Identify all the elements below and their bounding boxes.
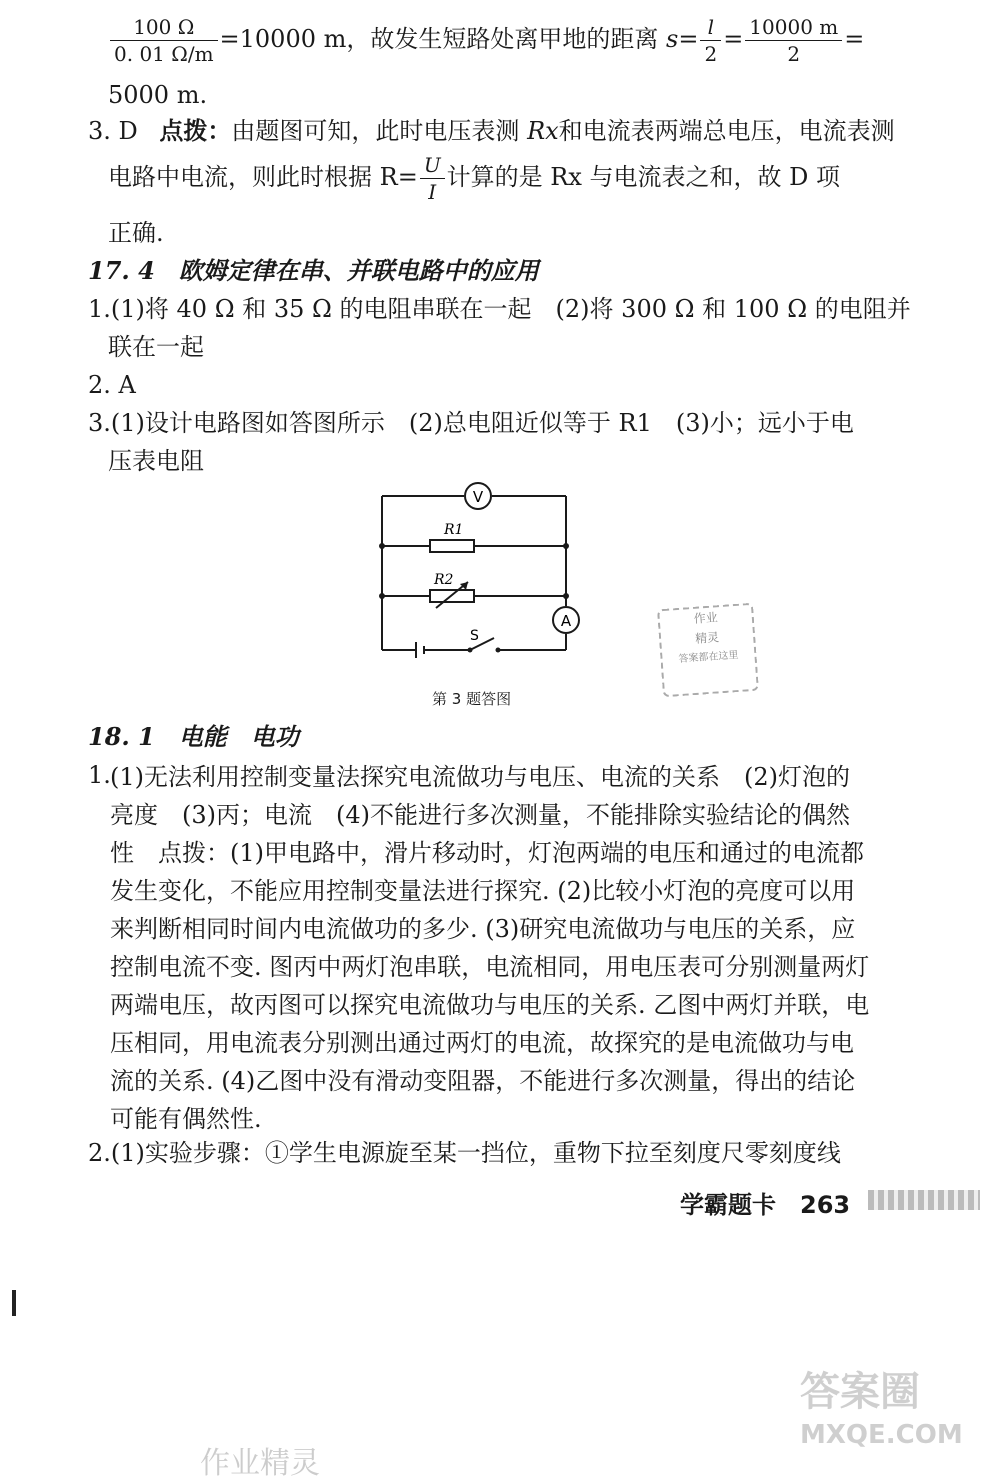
answer-line: 流的关系. (4)乙图中没有滑动变阻器，不能进行多次测量，得出的结论 [110,1067,856,1095]
q3-text: 计算的是 Rx 与电流表之和，故 D 项 [446,163,841,191]
answer-text: (1)实验步骤：①学生电源旋至某一挡位，重物下拉至刻度尺零刻度线 [110,1139,841,1167]
q3-text: 电路中电流，则此时根据 R= [108,163,418,191]
s181-q2-line1 [88,1136,841,1170]
r1-label: R1 [444,522,464,538]
s174-q3-line2: 压表电阻 [108,447,204,475]
bleed-through-text: 作业精灵 [200,1446,320,1481]
answer-line: 两端电压，故丙图可以探究电流做功与电压的关系. 乙图中两灯并联，电 [110,991,870,1019]
answer-line: 发生变化，不能应用控制变量法进行探究. (2)比较小灯泡的亮度可以用 [110,877,856,905]
equals-sign: = [844,25,865,53]
intro-result: 5000 m. [108,81,208,109]
fraction-denominator: 0. 01 Ω/m [114,42,214,66]
fraction-length-over-2 [745,14,842,67]
equals-sign: = [723,25,744,53]
watermark-logo: 答案圈 [800,1369,920,1415]
hint-label: 点拨： [159,116,232,145]
voltmeter-label: V [472,488,484,506]
question-number: 2. [88,1139,111,1167]
fraction-denominator: 2 [787,42,801,66]
watermark-url: MXQE.COM [800,1420,963,1450]
fraction-denominator: I [428,180,437,204]
s174-q2: 2. A [88,371,136,399]
question-number: 1. [88,761,111,789]
answer-line: (1)无法利用控制变量法探究电流做功与电压、电流的关系 (2)灯泡的 [110,763,850,791]
fraction-numerator: U [420,152,445,179]
fraction-numerator: l [700,14,721,41]
stamp-text: 答案都在这里 [678,649,739,666]
answer-line: 可能有偶然性. [110,1105,262,1133]
answer-text: (1)将 40 Ω 和 35 Ω 的电阻串联在一起 (2)将 300 Ω 和 100 Ω 的电阻并 [110,295,911,323]
answer-line: 来判断相同时间内电流做功的多少. (3)研究电流做功与电压的关系，应 [110,915,856,943]
voltmeter-symbol [465,483,491,509]
q3-line2 [108,152,840,205]
question-number: 1. [88,295,111,323]
answer-line: 控制电流不变. 图丙中两灯泡串联，电流相同，用电压表可分别测量两灯 [110,953,870,981]
s174-q1-line2: 联在一起 [108,333,204,361]
fraction-l-over-2 [700,14,721,67]
distance-variable: s= [666,25,699,53]
footer-decoration [868,1190,980,1210]
fraction-numerator: 100 Ω [110,14,218,41]
fraction-u-over-i [420,152,445,205]
section-title-17-4: 17. 4 欧姆定律在串、并联电路中的应用 [88,256,539,285]
fraction-numerator: 10000 m [745,14,842,41]
question-number: 3. D [88,117,138,145]
stamp-text: 精灵 [694,630,720,646]
q3-line1 [88,114,895,148]
answer-line: 压相同，用电流表分别测出通过两灯的电流，故探究的是电流做功与电 [110,1029,854,1057]
answer-line: 亮度 (3)丙；电流 (4)不能进行多次测量，不能排除实验结论的偶然 [110,801,850,829]
page-edge-mark [12,1290,16,1316]
page-footer: 学霸题卡 263 [680,1191,851,1219]
figure-caption: 第 3 题答图 [432,690,512,708]
stamp-logo [657,603,759,697]
fraction-denominator: 2 [704,42,718,66]
intro-text: =10000 m，故发生短路处离甲地的距离 [219,25,667,53]
q3-text: 由题图可知，此时电压表测 [231,117,528,145]
switch-label: S [470,628,479,644]
section-title-18-1: 18. 1 电能 电功 [88,722,299,751]
fraction-resistance [110,14,218,67]
ammeter-label: A [560,612,572,630]
q3-line3: 正确. [108,219,164,247]
answer-line: 性 点拨：(1)甲电路中，滑片移动时，灯泡两端的电压和通过的电流都 [110,839,864,867]
circuit-diagram [370,478,600,678]
ammeter-symbol [553,607,579,633]
s174-q1-line1 [88,292,911,326]
q3-text: 和电流表两端总电压，电流表测 [558,117,895,145]
s181-q1-body [110,758,869,1138]
question-number: 3. [88,409,111,437]
stamp-text: 作业 [693,610,719,626]
rx-symbol: Rx [527,117,559,145]
answer-text: (1)设计电路图如答图所示 (2)总电阻近似等于 R1 (3)小；远小于电 [110,409,854,437]
r2-label: R2 [434,572,454,588]
s174-q3-line1 [88,406,854,440]
intro-formula-line [108,14,864,67]
